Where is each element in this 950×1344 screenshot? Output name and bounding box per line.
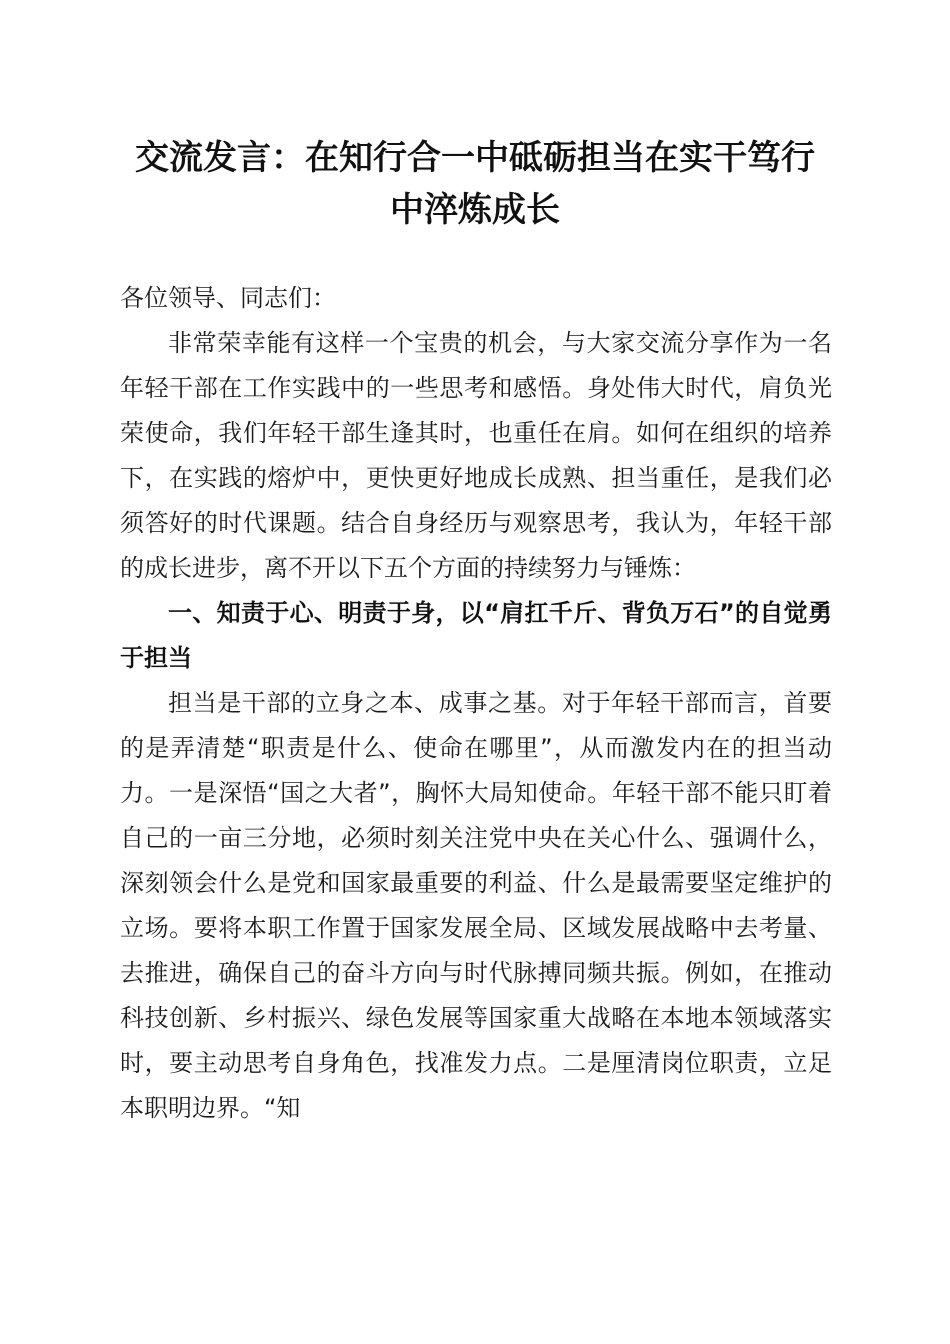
intro-paragraph: 非常荣幸能有这样一个宝贵的机会，与大家交流分享作为一名年轻干部在工作实践中的一些思考和感悟。身处伟大时代，肩负光荣使命，我们年轻干部生逢其时，也重任在肩。如何在组织的培养下，在实践的熔炉中，更快更好地成长成熟、担当重任，是我们必须答好的时代课题。结合自身经历与观察思考，我认为，年轻干部的成长进步，离不开以下五个方面的持续努力与锤炼： [120,329,832,582]
document-body [120,276,832,1131]
document-title [100,132,850,236]
salutation: 各位领导、同志们： [120,284,336,312]
title-line-1: 交流发言：在知行合一中砥砺担当在实干笃行 [135,138,815,178]
title-line-2: 中淬炼成长 [390,190,560,230]
section-1-paragraph: 担当是干部的立身之本、成事之基。对于年轻干部而言，首要的是弄清楚“职责是什么、使命在哪里”，从而激发内在的担当动力。一是深悟“国之大者”，胸怀大局知使命。年轻干部不能只盯着自己的一亩三分地，必须时刻关注党中央在关心什么、强调什么，深刻领会什么是党和国家最重要的利益、什么是最需要坚定维护的立场。要将本职工作置于国家发展全局、区域发展战略中去考量、去推进，确保自己的奋斗方向与时代脉搏同频共振。例如，在推动科技创新、乡村振兴、绿色发展等国家重大战略在本地本领域落实时，要主动思考自身角色，找准发力点。二是厘清岗位职责，立足本职明边界。“知 [120,689,832,1122]
section-heading-1: 一、知责于心、明责于身，以“肩扛千斤、背负万石”的自觉勇于担当 [120,599,832,672]
